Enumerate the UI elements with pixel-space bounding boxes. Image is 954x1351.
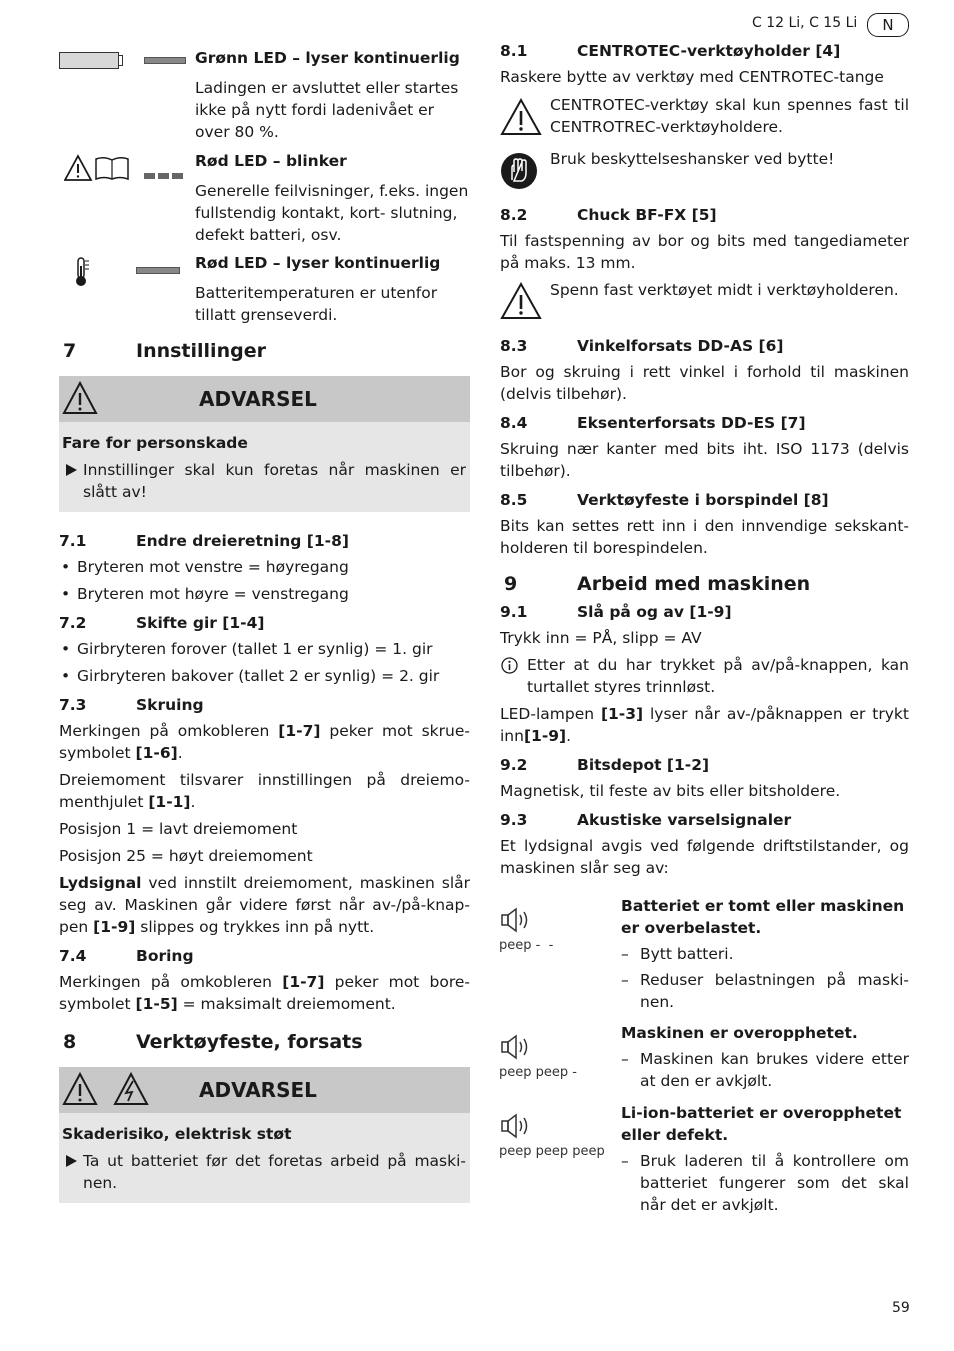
led-steady-icon (144, 57, 186, 64)
section-9-heading: 9 Arbeid med maskinen (504, 573, 811, 595)
section-8-2-heading: 8.2 Chuck BF-FX [5] (500, 206, 717, 224)
warning-box-7 (59, 376, 470, 512)
section-8-4-heading: 8.4 Eksenterforsats DD-ES [7] (500, 414, 806, 432)
info-icon (501, 657, 518, 674)
text-paragraph: Et lydsignal avgis ved følgende driftstilstander, og maskinen slår seg av: (500, 837, 909, 877)
signal-action: – Bruk laderen til å kontrollere om batteriet fungerer som det skal når det er avkjølt. (621, 1150, 909, 1216)
text-paragraph: Dreiemoment tilsvarer innstillingen på dreiemo- menthjulet [1-1]. (59, 771, 470, 811)
page-number: 59 (892, 1300, 910, 1316)
speaker-icon (500, 1112, 534, 1140)
info-note: Etter at du har trykket på av/på-knappen, kan turtallet styres trinnløst. (500, 654, 909, 698)
warning-icon (500, 282, 542, 320)
text-paragraph: Magnetisk, til feste av bits eller bitsholdere. (500, 782, 841, 800)
signal-action: – Bytt batteri. (621, 943, 909, 965)
warning-text: Bruk beskyttelseshansker ved bytte! (550, 150, 835, 168)
peep-pattern: peep peep - (499, 1065, 577, 1080)
signal-title: Batteriet er tomt eller maskinen er overbelastet. (621, 897, 905, 937)
signal-title: Li-ion-batteriet er overopphetet eller defekt. (621, 1104, 902, 1144)
warning-icon (500, 98, 542, 136)
speaker-icon (500, 906, 534, 934)
battery-terminal-icon (118, 55, 123, 66)
led-red-steady-title: Rød LED – lyser kontinuerlig (195, 254, 441, 272)
section-7-2-heading: 7.2 Skifte gir [1-4] (59, 614, 265, 632)
warning-item: Innstillinger skal kun foretas når maskinen er slått av! (62, 459, 466, 503)
thermometer-icon (72, 256, 92, 288)
led-red-steady-icon (136, 267, 180, 274)
section-8-1-heading: 8.1 CENTROTEC-verktøyholder [4] (500, 42, 841, 60)
battery-icon (59, 52, 119, 69)
text-paragraph: Til fastspenning av bor og bits med tangediameter på maks. 13 mm. (500, 232, 909, 272)
section-7-3-heading: 7.3 Skruing (59, 696, 204, 714)
led-red-blink-text: Generelle feilvisninger, f.eks. ingen fullstendig kontakt, kort- slutning, defekt batteri, osv. (195, 182, 469, 244)
signal-action: – Maskinen kan brukes videre etter at den er avkjølt. (621, 1048, 909, 1092)
text-paragraph: Merkingen på omkobleren [1-7] peker mot bore- symbolet [1-5] = maksimalt dreiemoment. (59, 973, 470, 1013)
signal-title: Maskinen er overopphetet. (621, 1024, 858, 1042)
warning-hazard: Skaderisiko, elektrisk støt (62, 1125, 292, 1143)
bullet: • Girbryteren bakover (tallet 2 er synlig) = 2. gir (59, 665, 470, 687)
warning-label: ADVARSEL (199, 387, 317, 411)
warning-icon (62, 381, 98, 415)
peep-pattern: peep peep peep (499, 1144, 605, 1159)
arrow-icon (66, 1155, 77, 1167)
text-paragraph: Skruing nær kanter med bits iht. ISO 1173 (delvis tilbehør). (500, 440, 909, 480)
section-7-heading: 7 Innstillinger (63, 340, 266, 362)
text-paragraph: Lydsignal ved innstilt dreiemoment, maskinen slår seg av. Maskinen går videre først når av-/på-knap- pen [1-9] slippes og trykkes inn på nytt. (59, 874, 470, 936)
section-7-1-heading: 7.1 Endre dreieretning [1-8] (59, 532, 349, 550)
peep-pattern: peep - - (499, 938, 554, 953)
bullet: • Bryteren mot høyre = venstregang (59, 583, 470, 605)
warning-box-8 (59, 1067, 470, 1203)
section-8-5-heading: 8.5 Verktøyfeste i borspindel [8] (500, 491, 829, 509)
led-green-text: Ladingen er avsluttet eller startes ikke på nytt fordi ladenivået er over 80 %. (195, 79, 459, 141)
warning-hazard: Fare for personskade (62, 434, 248, 452)
section-8-3-heading: 8.3 Vinkelforsats DD-AS [6] (500, 337, 784, 355)
text-paragraph: LED-lampen [1-3] lyser når av-/påknappen er trykt inn[1-9]. (500, 705, 909, 745)
speaker-icon (500, 1033, 534, 1061)
bullet: • Girbryteren forover (tallet 1 er synlig) = 1. gir (59, 638, 470, 660)
led-red-steady-text: Batteritemperaturen er utenfor tillatt grenseverdi. (195, 284, 438, 324)
section-7-4-heading: 7.4 Boring (59, 947, 194, 965)
bullet: • Bryteren mot venstre = høyregang (59, 556, 470, 578)
text-paragraph: Posisjon 25 = høyt dreiemoment (59, 847, 313, 865)
warning-icon (62, 1072, 98, 1106)
warning-manual-icon (64, 154, 130, 182)
section-9-3-heading: 9.3 Akustiske varselsignaler (500, 811, 792, 829)
arrow-icon (66, 464, 77, 476)
warning-text: CENTROTEC-verktøy skal kun spennes fast til CENTROTREC-verktøyholdere. (550, 96, 909, 136)
section-9-2-heading: 9.2 Bitsdepot [1-2] (500, 756, 710, 774)
warning-item: Ta ut batteriet før det foretas arbeid på maski- nen. (62, 1150, 466, 1194)
header-model: C 12 Li, C 15 Li (752, 15, 858, 31)
led-blink-icon (144, 163, 183, 185)
warning-text: Spenn fast verktøyet midt i verktøyholderen. (550, 281, 899, 299)
text-paragraph: Bor og skruing i rett vinkel i forhold til maskinen (delvis tilbehør). (500, 363, 909, 403)
text-paragraph: Posisjon 1 = lavt dreiemoment (59, 820, 298, 838)
signal-action: – Reduser belastningen på maski- nen. (621, 969, 909, 1013)
gloves-icon (500, 152, 538, 190)
language-badge: N (867, 13, 909, 37)
text-paragraph: Bits kan settes rett inn i den innvendige sekskant- holderen til borespindelen. (500, 517, 909, 557)
led-green-title: Grønn LED – lyser kontinuerlig (195, 49, 460, 67)
section-9-1-heading: 9.1 Slå på og av [1-9] (500, 603, 732, 621)
text-paragraph: Raskere bytte av verktøy med CENTROTEC-tange (500, 68, 884, 86)
electric-shock-icon (113, 1072, 149, 1106)
text-paragraph: Merkingen på omkobleren [1-7] peker mot skrue- symbolet [1-6]. (59, 722, 470, 762)
led-red-blink-title: Rød LED – blinker (195, 152, 347, 170)
text-paragraph: Trykk inn = PÅ, slipp = AV (500, 629, 702, 647)
warning-label: ADVARSEL (199, 1078, 317, 1102)
section-8-heading: 8 Verktøyfeste, forsats (63, 1031, 363, 1053)
